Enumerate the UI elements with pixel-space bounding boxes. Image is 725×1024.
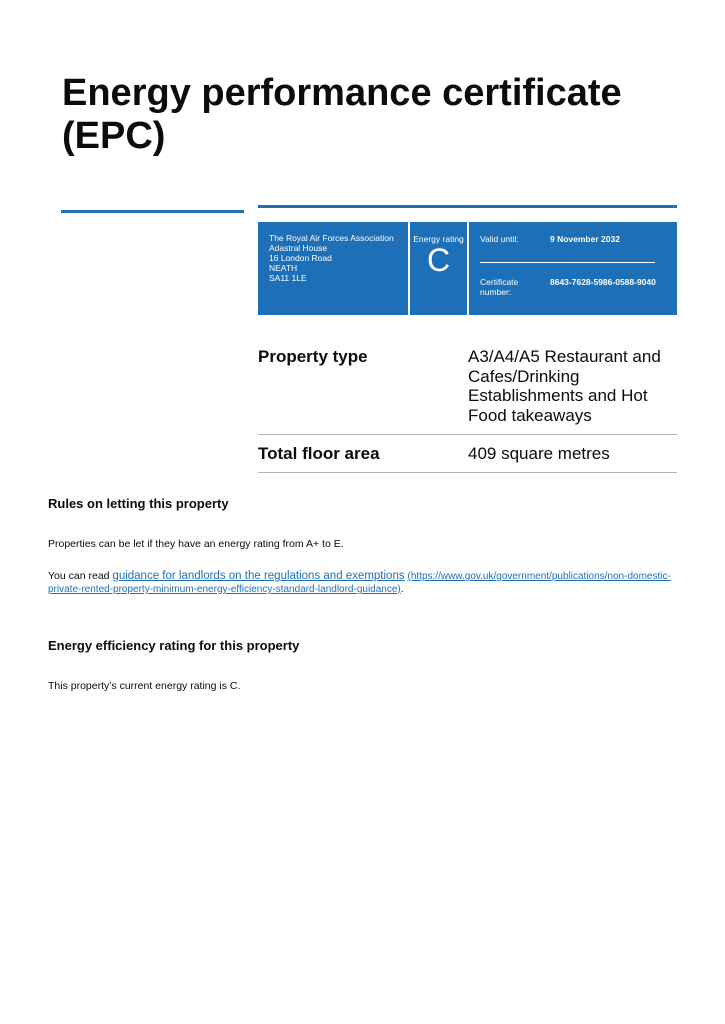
row-divider: [258, 434, 677, 435]
landlord-guidance-paragraph: [48, 570, 673, 596]
details-divider: [480, 262, 655, 263]
valid-until-value: 9 November 2032: [550, 234, 620, 244]
address-line: SA11 1LE: [269, 273, 307, 283]
floor-area-value: 409 square metres: [468, 444, 610, 463]
letting-rules-heading: Rules on letting this property: [48, 496, 229, 511]
property-type-label: Property type: [258, 347, 368, 366]
certificate-number-value: 8643-7628-5986-0588-9040: [550, 277, 656, 287]
address-line: Adastral House: [269, 243, 328, 253]
property-type-value: A3/A4/A5 Restaurant and Cafes/Drinking Establishments and Hot Food takeaways: [468, 347, 661, 425]
landlord-guidance-url[interactable]: (https://www.gov.uk/government/publications/non-domestic-private-rented-property-minimum-energy-efficiency-standard-landlord-guidance): [48, 571, 671, 595]
address-line: 16 London Road: [269, 253, 332, 263]
landlord-guidance-link[interactable]: guidance for landlords on the regulations and exemptions: [112, 570, 405, 582]
guidance-suffix: .: [400, 583, 404, 595]
energy-rating-label: Energy rating: [413, 234, 464, 244]
certificate-number-label: Certificate number:: [480, 277, 519, 297]
title-rule-right: [258, 205, 677, 208]
certificate-details-box: [469, 222, 677, 315]
valid-until-label: Valid until:: [480, 234, 519, 244]
address-line: The Royal Air Forces Association: [269, 233, 394, 243]
energy-rating-letter: C: [426, 242, 451, 278]
guidance-prefix: You can read: [48, 570, 113, 582]
efficiency-rating-heading: Energy efficiency rating for this property: [48, 638, 300, 653]
page-title: Energy performance certificate (EPC): [62, 72, 622, 157]
address-box: [258, 222, 408, 315]
floor-area-label: Total floor area: [258, 444, 380, 463]
title-rule-left: [61, 210, 244, 213]
row-divider: [258, 472, 677, 473]
energy-rating-box: [410, 222, 467, 315]
efficiency-rating-text: This property’s current energy rating is C.: [48, 680, 241, 692]
address-line: NEATH: [269, 263, 298, 273]
letting-rules-text: Properties can be let if they have an energy rating from A+ to E.: [48, 538, 344, 550]
